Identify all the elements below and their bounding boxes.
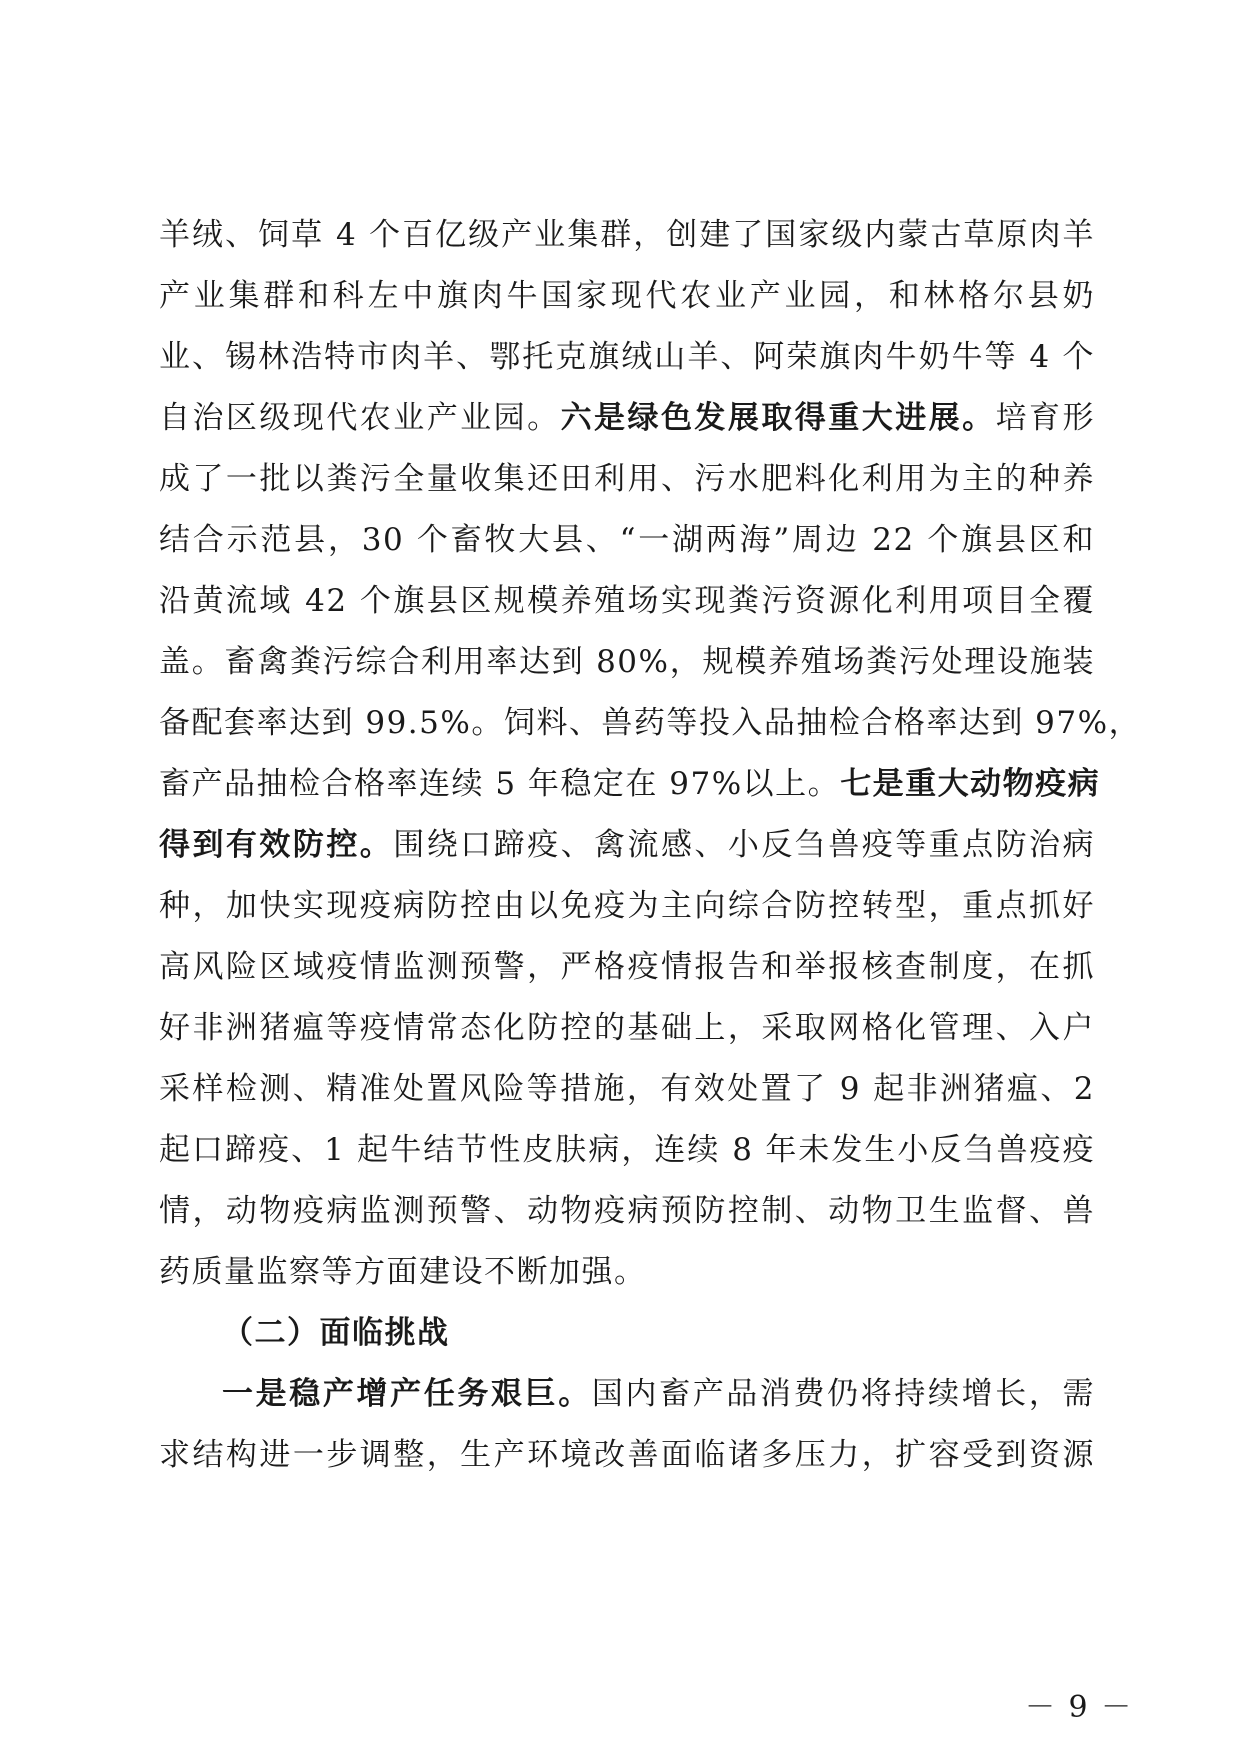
text-line (159, 339, 1095, 375)
bold-heading-run: 七是重大动物疫病 (840, 766, 1101, 802)
text-run: 业、锡林浩特市肉羊、鄂托克旗绒山羊、阿荣旗肉牛奶牛等 4 个 (159, 339, 1095, 375)
text-line (159, 583, 1095, 619)
section-heading: （二）面临挑战 (222, 1315, 450, 1351)
text-run: 情，动物疫病监测预警、动物疫病预防控制、动物卫生监督、兽 (159, 1193, 1095, 1229)
text-line (159, 461, 1095, 497)
text-line (159, 1376, 1096, 1412)
text-line (159, 278, 1095, 314)
document-body (159, 217, 1142, 1501)
text-line (159, 705, 1142, 741)
bold-heading-run: 得到有效防控。 (159, 827, 394, 863)
text-run: 好非洲猪瘟等疫情常态化防控的基础上，采取网格化管理、入户 (159, 1010, 1095, 1046)
text-run: 成了一批以粪污全量收集还田利用、污水肥料化利用为主的种养 (159, 461, 1095, 497)
text-line (159, 1254, 1095, 1290)
text-run: 采样检测、精准处置风险等措施，有效处置了 9 起非洲猪瘟、2 (159, 1071, 1095, 1107)
text-run: 国内畜产品消费仍将持续增长，需 (591, 1376, 1096, 1412)
text-run: 求结构进一步调整，生产环境改善面临诸多压力，扩容受到资源 (159, 1437, 1095, 1473)
bold-heading-run: 一是稳产增产任务艰巨。 (222, 1376, 592, 1412)
text-run: 畜产品抽检合格率连续 5 年稳定在 97%以上。 (159, 766, 841, 802)
text-run: 产业集群和科左中旗肉牛国家现代农业产业园，和林格尔县奶 (159, 278, 1095, 314)
text-line (159, 827, 1096, 863)
text-run: 自治区级现代农业产业园。 (159, 400, 561, 436)
bold-heading-run: 六是绿色发展取得重大进展。 (560, 400, 996, 436)
text-line (159, 1193, 1095, 1229)
text-run: 培育形 (995, 400, 1096, 436)
text-line (159, 400, 1096, 436)
text-line (159, 888, 1095, 924)
text-run: 备配套率达到 99.5%。饲料、兽药等投入品抽检合格率达到 97%， (159, 705, 1142, 741)
text-line (159, 522, 1095, 558)
text-line (159, 644, 1095, 680)
text-run: 高风险区域疫情监测预警，严格疫情报告和举报核查制度，在抓 (159, 949, 1095, 985)
text-run: 起口蹄疫、1 起牛结节性皮肤病，连续 8 年未发生小反刍兽疫疫 (159, 1132, 1095, 1168)
text-run: 药质量监察等方面建设不断加强。 (159, 1254, 647, 1290)
text-run: 沿黄流域 42 个旗县区规模养殖场实现粪污资源化利用项目全覆 (159, 583, 1095, 619)
text-line (159, 1437, 1095, 1473)
text-line (159, 1071, 1095, 1107)
text-line (159, 766, 1101, 802)
text-line (159, 217, 1095, 253)
text-line (159, 1132, 1095, 1168)
text-run: 盖。畜禽粪污综合利用率达到 80%，规模养殖场粪污处理设施装 (159, 644, 1095, 680)
text-run: 羊绒、饲草 4 个百亿级产业集群，创建了国家级内蒙古草原肉羊 (159, 217, 1095, 253)
text-line (159, 1010, 1095, 1046)
text-line (159, 949, 1095, 985)
text-run: 种，加快实现疫病防控由以免疫为主向综合防控转型，重点抓好 (159, 888, 1095, 924)
text-run: 围绕口蹄疫、禽流感、小反刍兽疫等重点防治病 (393, 827, 1096, 863)
text-run: 结合示范县，30 个畜牧大县、“一湖两海”周边 22 个旗县区和 (159, 522, 1095, 558)
page-number: － 9 － (1025, 1690, 1134, 1725)
